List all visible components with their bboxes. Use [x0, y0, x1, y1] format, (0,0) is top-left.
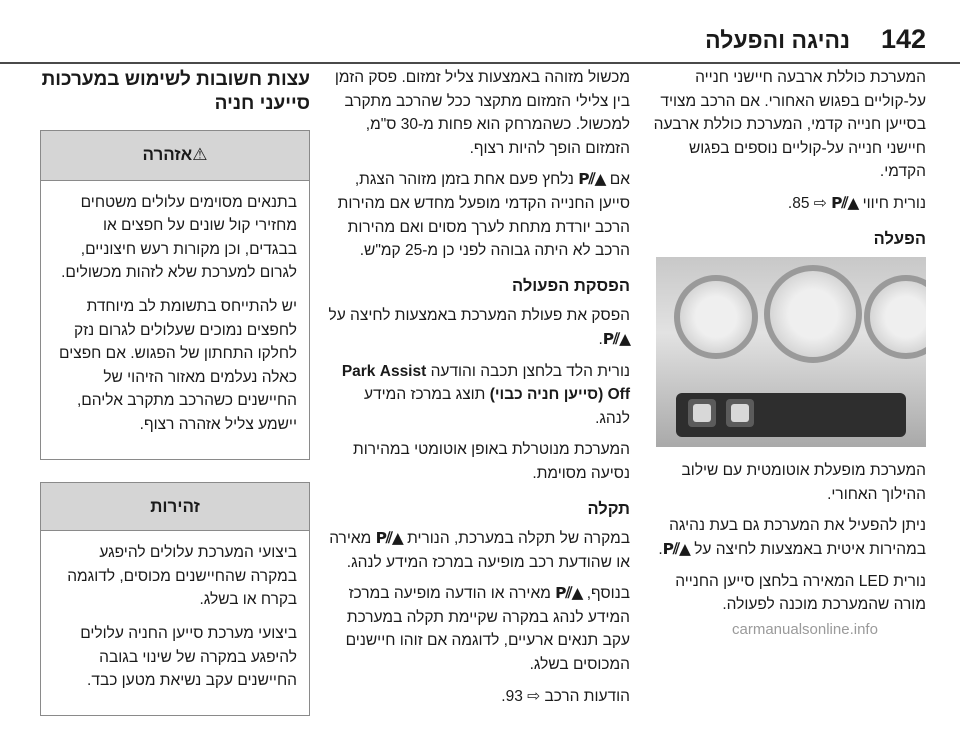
parking-sensor-icon: P⫽▲	[662, 539, 690, 558]
panel-button	[726, 399, 754, 427]
warning-box	[40, 130, 310, 460]
dashboard-photo	[656, 257, 926, 447]
section-heading-fault: תקלה	[587, 499, 630, 518]
intro-paragraph: המערכת כוללת ארבעה חיישני חנייה על-קוליים בפגוש האחורי. אם הרכב מצויד בסייען חנייה קדמי, המערכת כוללת ארבעה חיישני חנייה על-קוליים נוספים בפגוש הקדמי.	[653, 69, 926, 181]
switch-panel	[676, 393, 906, 437]
page-number: 142	[880, 24, 926, 54]
section-heading-deactivation: הפסקת הפעולה	[512, 276, 630, 295]
deactivation-paragraph: הפסק את פעולת המערכת באמצעות לחיצה על P⫽▲.	[328, 307, 630, 348]
right-dial	[864, 275, 926, 359]
operation-paragraph-1: המערכת מופעלת אוטומטית עם שילוב ההילוך האחורי.	[681, 462, 926, 503]
page-header	[0, 20, 960, 64]
watermark: carmanualsonline.info	[732, 621, 878, 638]
parking-sensor-icon: P⫽▲	[555, 584, 583, 603]
left-dial	[674, 275, 758, 359]
led-off-paragraph: נורית הלד בלחצן תכבה והודעה Park Assist Off (סייען חניה כבוי) תוצג במרכז המידע לנהג.	[341, 362, 630, 427]
reactivation-paragraph: אם P⫽▲ נלחץ פעם אחת בזמן מזוהר הצגת, סייען החנייה הקדמי מופעל מחדש אם מהירות הרכב יורדת מתחת לערך מסוים ואם מהירות הרכב לא היתה גבוהה לפני כן מ-25 קמ"ש.	[337, 170, 630, 260]
auto-disable-paragraph: המערכת מנוטרלת באופן אוטומטי במהירות נסיעה מסוימת.	[353, 441, 630, 482]
obstacle-paragraph: מכשול מזוהה באמצעות צליל זמזום. פסק הזמן בין צלילי הזמזום מתקצר ככל שהרכב מתקרב למכשול. כשהמרחק הוא פחות מ-30 ס"מ, הזמזום הופך להיות רצוף.	[334, 69, 630, 157]
warning-paragraph-1: בתנאים מסוימים עלולים משטחים מחזירי קול שונים על חפצים או בבגדים, וכן מקורות רעש חיצוניים, לגרום למערכת שלא לזהות מכשולים.	[61, 193, 297, 282]
operation-paragraph-2: ניתן להפעיל את המערכת גם בעת נהיגה במהירות איטית באמצעות לחיצה על P⫽▲.	[658, 517, 926, 558]
fault-paragraph-1: במקרה של תקלה במערכת, הנורית P⫽▲ מאירה או שהודעת רכב מופיעה במרכז המידע לנהג.	[329, 529, 630, 571]
parking-sensor-icon: P⫽▲	[602, 329, 630, 348]
caution-paragraph-2: ביצועי מערכת סייען החניה עלולים להיפגע במקרה של שינוי בגובה החיישנים עקב נשיאת מטען כבד.	[80, 624, 297, 690]
important-tips-heading: עצות חשובות לשימוש במערכות סייעני חניה	[41, 69, 310, 114]
led-paragraph: נורית LED המאירה בלחצן סייען החנייה מורה שהמערכת מוכנה לפעולה.	[675, 572, 926, 614]
caution-box	[40, 482, 310, 716]
parking-assist-button	[688, 399, 716, 427]
parking-sensor-icon: P⫽▲	[831, 193, 859, 212]
parking-sensor-icon: P⫽▲	[578, 170, 606, 189]
fault-paragraph-2: בנוסף, P⫽▲ מאירה או הודעה מופיעה במרכז המידע לנהג במקרה שקיימת תקלה במערכת עקב תנאים ארעיים, לדוגמה אם זוהו חיישנים המכוסים בשלג.	[345, 584, 630, 674]
header-rule	[0, 62, 960, 64]
caution-header: זהירות	[41, 483, 309, 532]
column-right	[646, 66, 926, 625]
column-left	[40, 66, 310, 738]
section-heading-operation: הפעלה	[873, 229, 926, 248]
warning-icon: ⚠	[192, 145, 208, 165]
center-dial	[764, 265, 862, 363]
chapter-title: נהיגה והפעלה	[705, 27, 850, 53]
warning-header: ⚠אזהרה	[41, 131, 309, 181]
parking-sensor-icon: P⫽▲	[375, 529, 403, 548]
caution-paragraph-1: ביצועי המערכת עלולים להיפגע במקרה שהחיישנים מכוסים, לדוגמה בקרח או בשלג.	[67, 544, 297, 609]
column-middle	[325, 66, 630, 716]
warning-paragraph-2: יש להתייחס בתשומת לב מיוחדת לחפצים נמוכים שעלולים לגרום נזק לחלקו התחתון של הפגוש. אם חפצים כאלה נעלמים מאזור הזיהוי של החיישנים כשהרכב מתקרב אליהם, יישמע צליל אזהרה רצוף.	[59, 297, 297, 433]
indicator-reference: נורית חיווי P⫽▲ ⇨ 85.	[787, 193, 926, 212]
vehicle-messages-reference: הודעות הרכב ⇨ 93.	[501, 687, 630, 705]
